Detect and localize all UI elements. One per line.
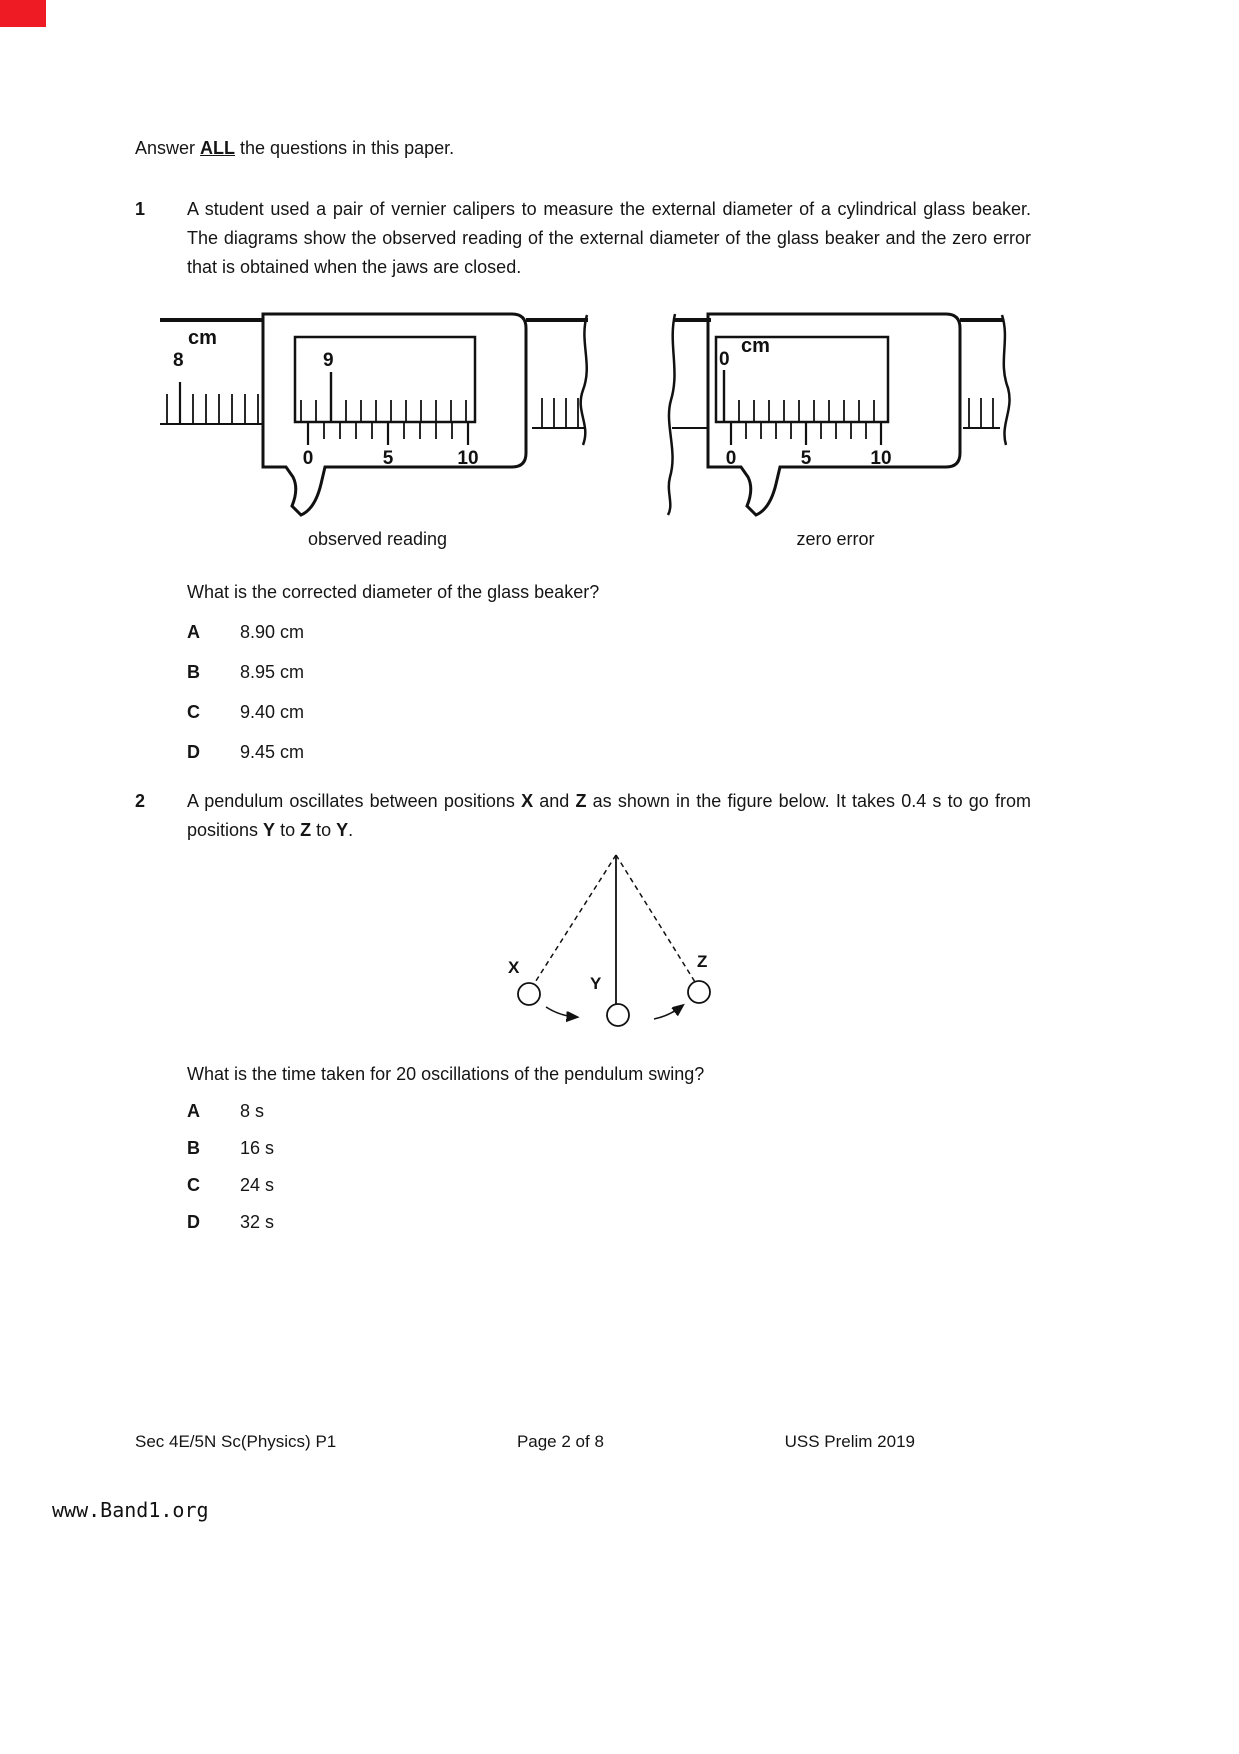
pendulum-label-z: Z: [697, 952, 708, 971]
caliper-observed-figure: [160, 312, 595, 550]
q2-text-part: to: [275, 820, 301, 840]
option-letter: A: [187, 1101, 200, 1121]
option-row: [187, 1175, 1031, 1196]
footer-paper-title: Sec 4E/5N Sc(Physics) P1: [135, 1432, 337, 1451]
question-2: [135, 787, 1031, 1050]
intro-text: [135, 138, 1031, 159]
question-1: [135, 195, 1031, 282]
option-row: [187, 1101, 1031, 1122]
swing-arrow-left: [546, 1007, 576, 1017]
option-row: [187, 1138, 1031, 1159]
question-1-options: [187, 622, 1031, 763]
vernier-tick-label-10: 10: [457, 448, 479, 469]
vernier-tick-label-0: 0: [725, 448, 737, 469]
pendulum-label-x: X: [508, 958, 520, 977]
q2-text-part: and: [533, 791, 576, 811]
vernier-tick-label-5: 5: [800, 448, 812, 469]
option-value: 16 s: [240, 1138, 275, 1158]
option-row: [187, 622, 1031, 643]
option-letter: C: [187, 1175, 200, 1195]
main-scale-unit-label: cm: [741, 335, 770, 357]
main-scale-number: 0: [719, 349, 730, 370]
question-2-prompt: What is the time taken for 20 oscillations of the pendulum swing?: [187, 1064, 705, 1084]
vernier-tick-label-0: 0: [302, 448, 314, 469]
q2-bold-y: Y: [336, 820, 349, 840]
vernier-caliper-observed-drawing: [160, 312, 595, 517]
question-2-options: [187, 1101, 1031, 1233]
figure-caption: zero error: [796, 529, 875, 549]
option-value: 9.40 cm: [240, 702, 305, 722]
q2-text-part: .: [348, 820, 354, 840]
option-value: 8.90 cm: [240, 622, 305, 642]
option-value: 32 s: [240, 1212, 275, 1232]
option-value: 8.95 cm: [240, 662, 305, 682]
option-letter: D: [187, 742, 200, 762]
pendulum-drawing: [494, 845, 724, 1045]
question-1-number: 1: [135, 199, 146, 219]
option-letter: B: [187, 662, 200, 682]
intro-emphasis: ALL: [200, 138, 236, 158]
option-letter: C: [187, 702, 200, 722]
pendulum-figure: [187, 845, 1031, 1050]
q2-bold-y: Y: [263, 820, 276, 840]
q2-text-part: as shown in the figure below. It takes 0.4 s to go from positions: [187, 791, 1031, 840]
vernier-tick-label-5: 5: [382, 448, 394, 469]
caliper-figures-row: [160, 312, 1031, 550]
pendulum-label-y: Y: [590, 974, 602, 993]
q2-bold-z: Z: [575, 791, 587, 811]
intro-prefix: Answer: [135, 138, 201, 158]
watermark-url: www.Band1.org: [52, 1498, 209, 1522]
option-value: 24 s: [240, 1175, 275, 1195]
vernier-window-number: 9: [323, 350, 334, 371]
option-letter: D: [187, 1212, 200, 1232]
q2-text-part: A pendulum oscillates between positions: [187, 791, 522, 811]
option-value: 8 s: [240, 1101, 265, 1121]
option-row: [187, 742, 1031, 763]
red-corner-mark: [0, 0, 46, 27]
question-2-text: [187, 787, 1031, 845]
option-letter: A: [187, 622, 200, 642]
figure-caption: observed reading: [307, 529, 448, 549]
question-1-prompt: What is the corrected diameter of the glass beaker?: [187, 582, 600, 602]
q2-bold-z: Z: [300, 820, 312, 840]
page-content: [135, 138, 1031, 1233]
question-1-text: A student used a pair of vernier calipers to measure the external diameter of a cylindrical glass beaker. The diagrams show the observed reading of the external diameter of the glass beaker and the zero error that is obtained when the jaws are closed.: [187, 199, 1031, 277]
q2-bold-x: X: [521, 791, 534, 811]
option-row: [187, 662, 1031, 683]
option-row: [187, 702, 1031, 723]
main-scale-unit-label: cm: [188, 327, 217, 349]
intro-suffix: the questions in this paper.: [235, 138, 455, 158]
vernier-tick-label-10: 10: [870, 448, 892, 469]
main-scale-number: 8: [173, 350, 184, 371]
option-row: [187, 1212, 1031, 1233]
vernier-caliper-zero-error-drawing: [653, 312, 1018, 517]
footer-page-number: Page 2 of 8: [516, 1432, 604, 1451]
question-2-number: 2: [135, 791, 146, 811]
footer-exam-name: USS Prelim 2019: [784, 1432, 915, 1451]
option-value: 9.45 cm: [240, 742, 305, 762]
page-footer: [135, 1432, 915, 1452]
caliper-zero-error-figure: [653, 312, 1018, 550]
option-letter: B: [187, 1138, 200, 1158]
q2-text-part: to: [311, 820, 337, 840]
swing-arrow-right: [654, 1006, 682, 1019]
